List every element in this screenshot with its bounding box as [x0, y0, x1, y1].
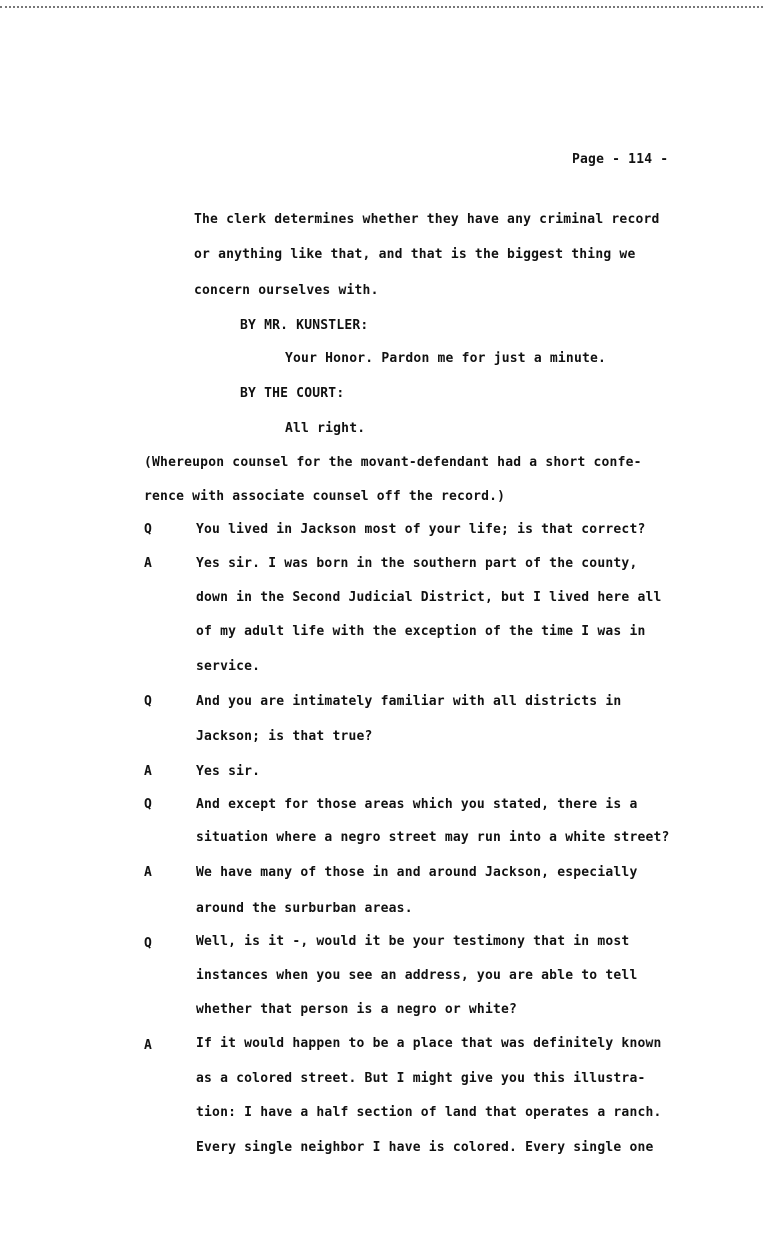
transcript-line: If it would happen to be a place that was definitely known	[196, 1036, 662, 1051]
question-label: Q	[144, 936, 153, 951]
transcript-line: concern ourselves with.	[194, 283, 379, 298]
transcript-line: around the surburban areas.	[196, 901, 413, 916]
transcript-line: The clerk determines whether they have any criminal record	[194, 212, 660, 227]
transcript-line: Every single neighbor I have is colored. Every single one	[196, 1140, 654, 1155]
transcript-line: Yes sir.	[196, 764, 261, 779]
answer-label: A	[144, 764, 153, 779]
transcript-line: situation where a negro street may run into a white street?	[196, 830, 670, 845]
question-label: Q	[144, 694, 153, 709]
transcript-line: down in the Second Judicial District, but I lived here all	[196, 590, 662, 605]
transcript-line: whether that person is a negro or white?	[196, 1002, 518, 1017]
transcript-line: or anything like that, and that is the biggest thing we	[194, 247, 636, 262]
transcript-line: of my adult life with the exception of the time I was in	[196, 624, 646, 639]
parenthetical-note: rence with associate counsel off the record.)	[144, 489, 506, 504]
transcript-line: service.	[196, 659, 261, 674]
page-top-edge	[0, 0, 763, 8]
transcript-line: instances when you see an address, you are able to tell	[196, 968, 638, 983]
transcript-line: And you are intimately familiar with all districts in	[196, 694, 622, 709]
speaker-heading-kunstler: BY MR. KUNSTLER:	[240, 318, 369, 333]
transcript-line: We have many of those in and around Jackson, especially	[196, 865, 638, 880]
speaker-heading-court: BY THE COURT:	[240, 386, 345, 401]
question-label: Q	[144, 797, 153, 812]
parenthetical-note: (Whereupon counsel for the movant-defendant had a short confe-	[144, 455, 642, 470]
transcript-line: All right.	[285, 421, 366, 436]
transcript-line: Well, is it -, would it be your testimony that in most	[196, 934, 630, 949]
transcript-line: You lived in Jackson most of your life; is that correct?	[196, 522, 646, 537]
question-label: Q	[144, 522, 153, 537]
transcript-line: And except for those areas which you stated, there is a	[196, 797, 638, 812]
page-number: Page - 114 -	[572, 152, 669, 167]
transcript-line: as a colored street. But I might give you this illustra-	[196, 1071, 646, 1086]
transcript-line: Your Honor. Pardon me for just a minute.	[285, 351, 607, 366]
transcript-line: tion: I have a half section of land that operates a ranch.	[196, 1105, 662, 1120]
answer-label: A	[144, 1038, 153, 1053]
answer-label: A	[144, 865, 153, 880]
transcript-line: Yes sir. I was born in the southern part of the county,	[196, 556, 638, 571]
answer-label: A	[144, 556, 153, 571]
transcript-line: Jackson; is that true?	[196, 729, 373, 744]
